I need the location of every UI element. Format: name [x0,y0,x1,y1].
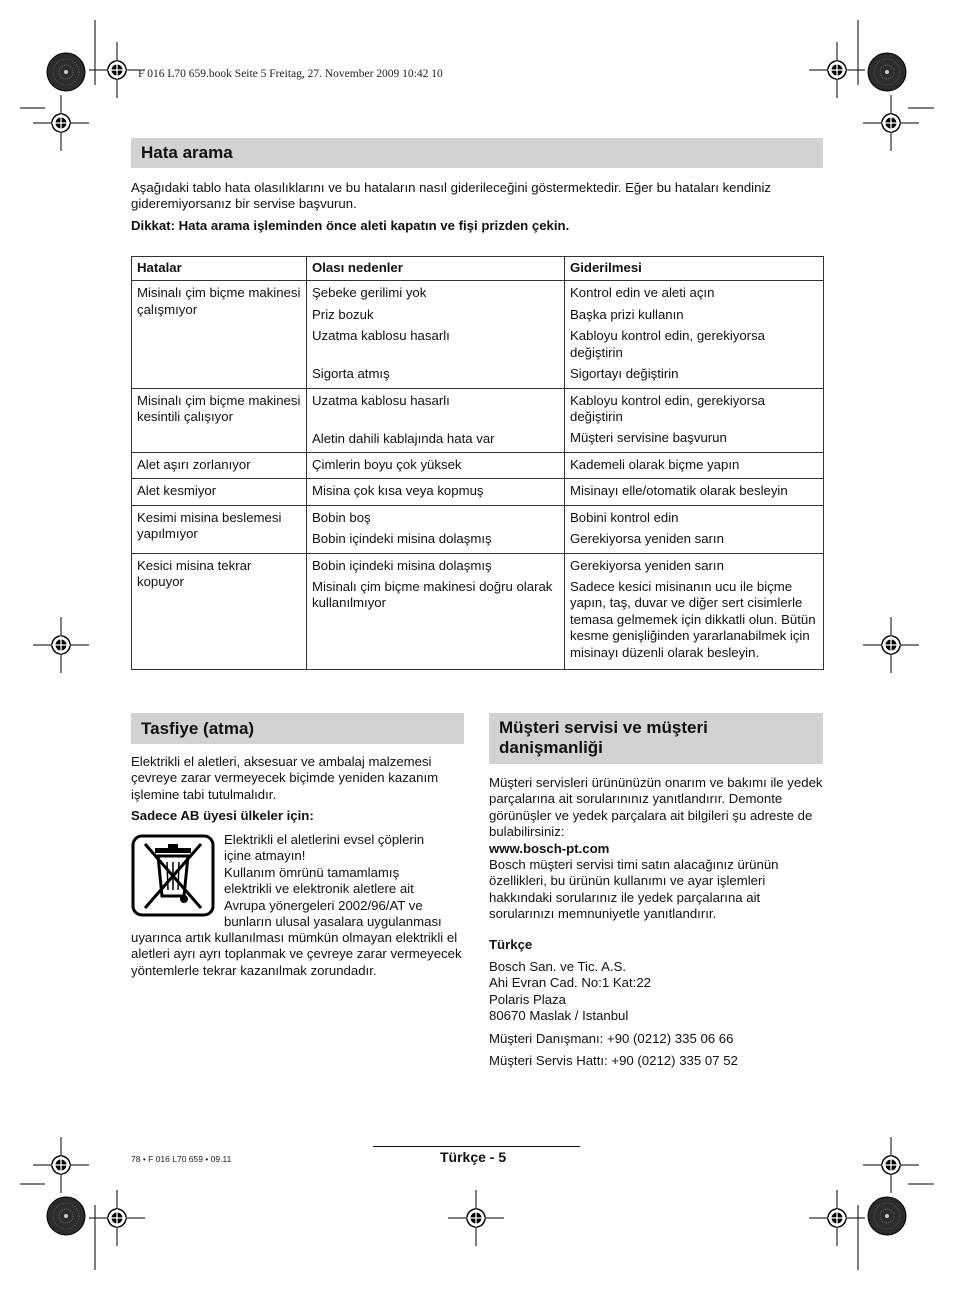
troubleshooting-table [131,256,824,670]
table-row [132,505,824,553]
footer-page-label: Türkçe - 5 [440,1149,507,1165]
section-title-text: Hata arama [141,143,233,162]
remedy-item: Başka prizi kullanın [570,306,684,322]
cause-item: Şebeke gerilimi yok [312,285,427,301]
eu-continuation: uyarınca artık kullanılması mümkün olmayan elektrikli el aletleri ayrı ayrı toplanmak ve çevreye zarar vermeyecek yöntemlerle tekrar kazanılmak zorundadır. [131,930,462,978]
remedy-item: Kademeli olarak biçme yapın [570,457,740,473]
section-title-line: danişmanliği [499,738,603,757]
remedy-item: Misinayı elle/otomatik olarak besleyin [570,483,788,499]
service-paragraph: Bosch müşteri servisi timi satın alacağınız ürünün özellikleri, bu ürünün kullanımı ve ayar işlemleri hakkındaki sorularınız ile yedek parçalarına ait sorularınızı memnuniyetle yanıtlandırır. [489,857,779,922]
remedy-item: Gerekiyorsa yeniden sarın [570,557,724,573]
fault-cell: Alet aşırı zorlanıyor [132,453,307,479]
footer-rule [373,1146,580,1147]
causes-cell [307,479,565,505]
remedy-item: Kabloyu kontrol edin, gerekiyorsa değiştirin [570,392,765,425]
column-header: Giderilmesi [565,257,824,281]
remedy-item: Sadece kesici misinanın ucu ile biçme yapın, taş, duvar ve diğer sert cisimlerle temasa gelmemek için dikkatli olun. Bütün kesme genişliğinden yararlanabilmek için misinayı düzenli olarak besleyin. [570,579,816,660]
causes-cell [307,505,565,553]
remedies-cell [565,453,824,479]
service-column [489,775,823,1070]
eu-line: Kullanım ömrünü tamamlamış [224,864,400,880]
column-header: Hatalar [132,257,307,281]
print-header: F 016 L70 659.book Seite 5 Freitag, 27. November 2009 10:42 10 [138,68,443,80]
eu-line: elektrikli ve elektronik aletlere ait [224,881,414,897]
remedy-item: Müşteri servisine başvurun [570,430,727,446]
table-header-row [132,257,824,281]
eu-line: bunların ulusal yasalara uygulanması [224,914,442,930]
fault-cell: Misinalı çim biçme makinesi çalışmıyor [132,281,307,388]
causes-cell [307,553,565,669]
intro-paragraph: Aşağıdaki tablo hata olasılıklarını ve bu hataların nasıl giderileceğini göstermektedir. Eğer bu hataları kendiniz gideremiyorsanız bir servise başvurun. [131,180,771,212]
address-line: Bosch San. ve Tic. A.S. [489,959,627,975]
remedies-cell [565,388,824,452]
footer-code: 78 • F 016 L70 659 • 09.11 [131,1154,232,1164]
causes-cell [307,388,565,452]
fault-cell: Alet kesmiyor [132,479,307,505]
remedy-item: Bobini kontrol edin [570,509,679,525]
section-title-tasfiye [131,713,464,744]
cause-item: Misina çok kısa veya kopmuş [312,483,484,499]
cause-item: Misinalı çim biçme makinesi doğru olarak kullanılmıyor [312,579,553,611]
causes-cell [307,453,565,479]
eu-line: içine atmayın! [224,848,306,864]
cause-item: Priz bozuk [312,306,374,322]
remedies-cell [565,479,824,505]
eu-text-block [224,832,474,930]
service-paragraph: Müşteri servisleri ürününüzün onarım ve bakımı ile yedek parçalarına ait sorularınınız yanıtlandırır. Demonte görünüşler ve yedek parçalara ait bilgileri şu adreste de bulabilirsiniz: [489,775,823,840]
fault-cell: Misinalı çim biçme makinesi kesintili çalışıyor [132,388,307,452]
service-url-link[interactable]: www.bosch-pt.com [489,840,610,856]
remedies-cell [565,281,824,388]
advisor-phone: Müşteri Danışmanı: +90 (0212) 335 06 66 [489,1030,734,1046]
table-row [132,281,824,388]
remedies-cell [565,505,824,553]
eu-line: Elektrikli el aletlerini evsel çöplerin [224,832,425,847]
cause-item: Aletin dahili kablajında hata var [312,430,495,446]
remedy-item: Sigortayı değiştirin [570,366,679,382]
remedies-cell [565,553,824,669]
cause-item: Sigorta atmış [312,366,390,382]
cause-item: Bobin boş [312,509,371,525]
disposal-intro: Elektrikli el aletleri, aksesuar ve ambalaj malzemesi çevreye zarar vermeyecek biçimde yeniden kazanım işlemine tabi tutulmalıdır. [131,754,439,802]
remedy-item: Gerekiyorsa yeniden sarın [570,531,724,547]
address-line: 80670 Maslak / Istanbul [489,1008,629,1024]
section-title-service [489,713,823,764]
section-title-text: Tasfiye (atma) [141,719,255,738]
table-row [132,388,824,452]
remedy-item: Kontrol edin ve aleti açın [570,285,715,301]
table-row [132,453,824,479]
column-header: Olası nedenler [307,257,565,281]
address-block [489,959,823,1025]
cause-item: Uzatma kablosu hasarlı [312,392,450,408]
fault-cell: Kesimi misina beslemesi yapılmıyor [132,505,307,553]
causes-cell [307,281,565,388]
section-title-line: Müşteri servisi ve müşteri [499,718,708,737]
cause-item: Bobin içindeki misina dolaşmış [312,557,492,573]
country-heading: Türkçe [489,936,533,952]
cause-item: Uzatma kablosu hasarlı [312,328,450,344]
warning-text: Dikkat: Hata arama işleminden önce aleti kapatın ve fişi prizden çekin. [131,218,570,233]
address-line: Ahi Evran Cad. No:1 Kat:22 [489,975,652,991]
cause-item: Bobin içindeki misina dolaşmış [312,531,492,547]
table-row [132,479,824,505]
table-row [132,553,824,669]
crossed-out-wheelie-bin-icon [131,834,215,917]
fault-cell: Kesici misina tekrar kopuyor [132,553,307,669]
address-line: Polaris Plaza [489,991,566,1007]
cause-item: Çimlerin boyu çok yüksek [312,457,462,473]
section-title-hata-arama [131,138,823,168]
eu-line: Avrupa yönergeleri 2002/96/AT ve [224,897,423,913]
hotline-phone: Müşteri Servis Hattı: +90 (0212) 335 07 52 [489,1053,738,1069]
eu-heading: Sadece AB üyesi ülkeler için: [131,808,314,823]
remedy-item: Kabloyu kontrol edin, gerekiyorsa değiştirin [570,328,765,360]
